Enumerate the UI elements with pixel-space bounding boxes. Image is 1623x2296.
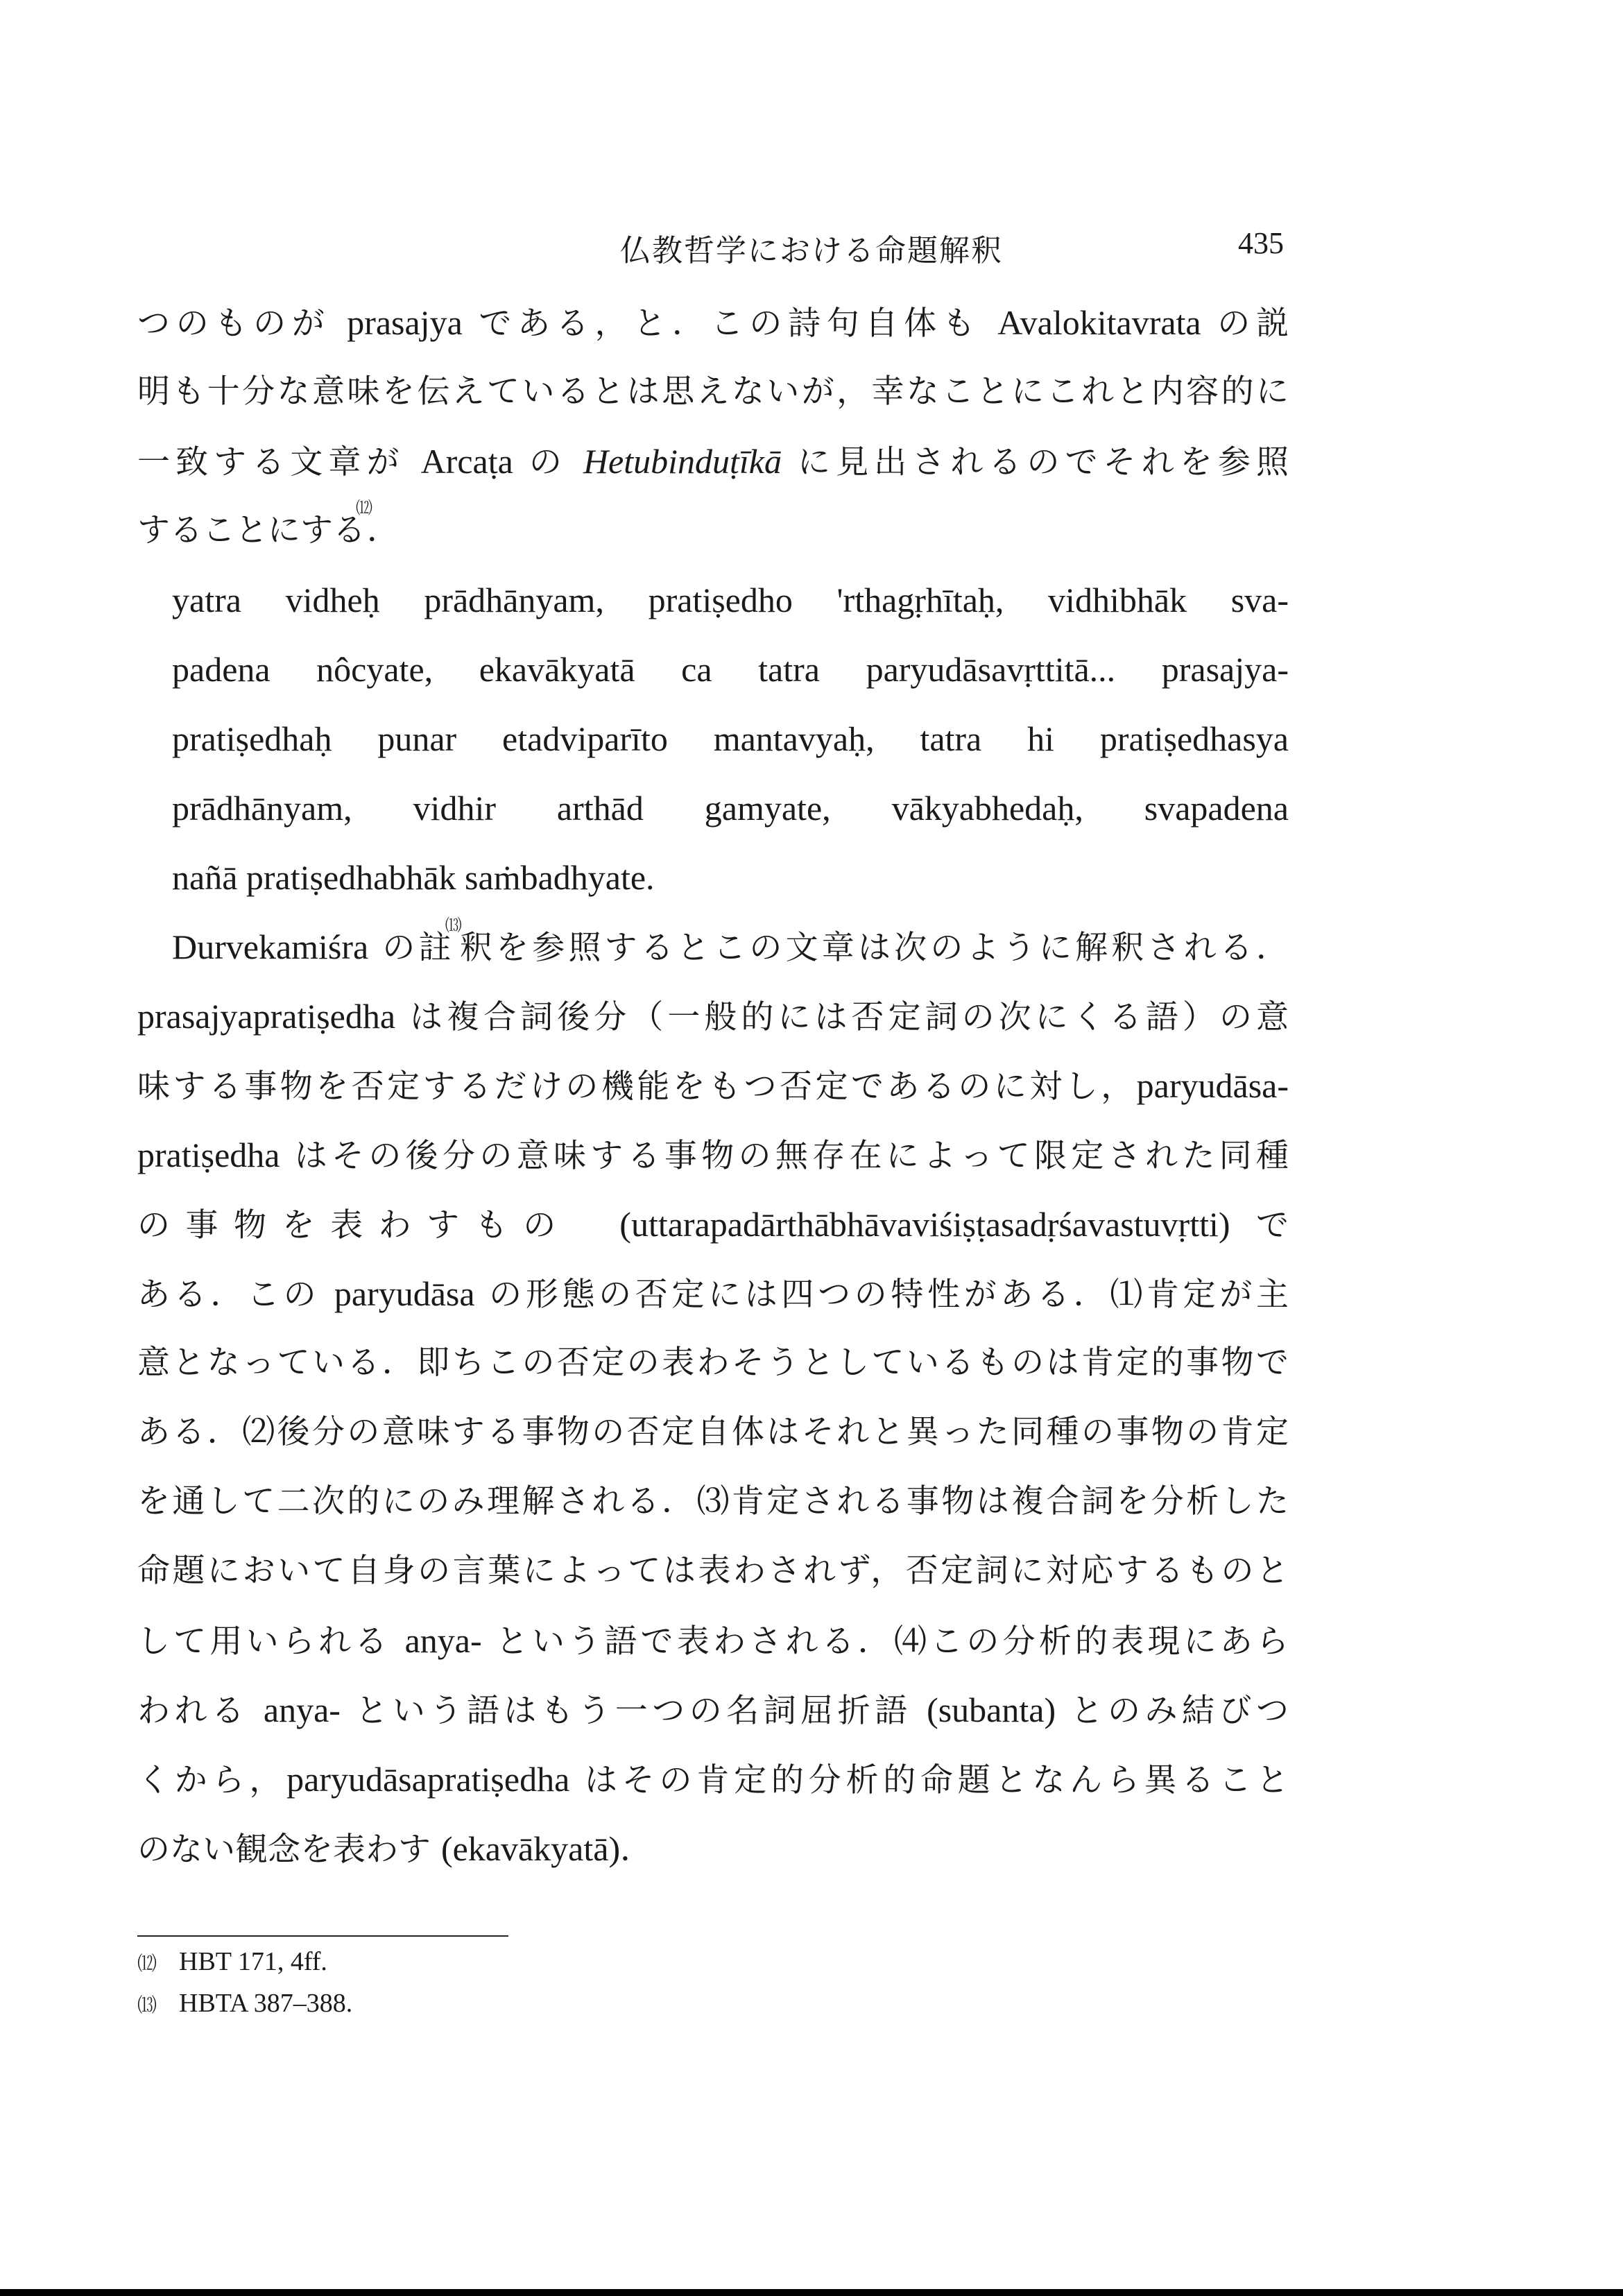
text-run: anya- — [263, 1690, 341, 1729]
text-run: を通して二次的にのみ理解される．⑶肯定される事物は複合詞を分析した — [137, 1482, 1289, 1520]
quote-line: prādhānyam, vidhir arthād gamyate, vākyabhedaḥ, svapadena — [172, 789, 1289, 828]
text-line — [137, 1814, 1289, 1883]
text-line — [137, 1328, 1289, 1398]
text-run: のない観念を表わす — [137, 1831, 441, 1869]
text-run: prasajya — [347, 303, 463, 342]
text-line — [137, 982, 1289, 1051]
text-line — [137, 1190, 1289, 1259]
text-run: (subanta) — [927, 1690, 1056, 1729]
text-line — [137, 427, 1289, 496]
text-line — [137, 496, 1289, 565]
text-run: 明も十分な意味を伝えているとは思えないが，幸なことにこれと内容的に — [137, 372, 1289, 411]
text-run: ある．この — [137, 1276, 334, 1314]
text-run: の — [513, 443, 583, 481]
text-run: 命題において自身の言葉によっては表わされず，否定詞に対応するものと — [137, 1552, 1289, 1590]
footnote-ref-13: ⒀ — [445, 917, 465, 935]
text-line — [137, 1398, 1289, 1467]
text-line — [137, 1675, 1289, 1745]
footnote-text: HBTA 387–388. — [179, 1989, 353, 2018]
footnote-mark: ⑿ — [137, 1953, 157, 1975]
text-run: に見出されるのでそれを参照 — [782, 443, 1289, 481]
text-run: pratiṣedha — [137, 1136, 280, 1174]
text-line — [137, 912, 1289, 982]
text-run: (ekavākyatā) — [440, 1829, 621, 1868]
text-run: で — [1230, 1206, 1289, 1244]
text-line — [137, 1120, 1289, 1190]
footnote-text: HBT 171, 4ff. — [179, 1947, 327, 1976]
text-run: paryudāsa- — [1136, 1066, 1289, 1105]
footnotes — [137, 1942, 352, 2025]
text-run: ． — [367, 511, 400, 549]
text-run: ある．⑵後分の意味する事物の否定自体はそれと異った同種の事物の肯定 — [137, 1413, 1289, 1451]
footnote-13 — [137, 1984, 352, 2025]
text-run: Arcaṭa — [420, 442, 513, 481]
text-line — [137, 1051, 1289, 1120]
text-run: の事物を表わすもの — [137, 1206, 620, 1244]
text-run: ． — [620, 1831, 653, 1869]
text-run: (uttarapadārthābhāvaviśiṣṭasadṛśavastuvṛtti) — [619, 1205, 1230, 1244]
text-run: の註 — [368, 929, 455, 967]
text-run: は複合詞後分（一般的には否定詞の次にくる語）の意 — [395, 998, 1289, 1036]
quote-line: yatra vidheḥ prādhānyam, pratiṣedho 'rthagṛhītaḥ, vidhibhāk sva- — [172, 581, 1289, 619]
quote-line: pratiṣedhaḥ punar etadviparīto mantavyaḥ, tatra hi pratiṣedhasya — [172, 719, 1289, 758]
text-run: とのみ結びつ — [1056, 1692, 1289, 1730]
text-run: Avalokitavrata — [997, 303, 1201, 342]
text-run: 意となっている．即ちこの否定の表わそうとしているものは肯定的事物で — [137, 1344, 1289, 1382]
body-text — [137, 288, 1289, 1883]
text-line — [137, 1536, 1289, 1606]
text-line — [137, 1467, 1289, 1536]
footnote-divider — [137, 1935, 508, 1937]
text-run: つのものが — [137, 305, 347, 343]
text-run: くから， — [137, 1761, 287, 1799]
text-run: して用いられる — [137, 1622, 405, 1661]
text-run: Hetubinduṭīkā — [583, 442, 782, 481]
text-run: である，と．この詩句自体も — [462, 305, 998, 343]
text-line — [137, 1259, 1289, 1328]
text-line — [137, 288, 1289, 357]
text-run: という語で表わされる．⑷この分析的表現にあら — [481, 1622, 1289, 1661]
text-line — [137, 1606, 1289, 1675]
text-run: 釈を参照するとこの文章は次のように解釈される． — [459, 929, 1289, 967]
text-run: することにする — [137, 511, 366, 549]
footnote-12 — [137, 1942, 352, 1984]
text-line — [137, 357, 1289, 427]
text-run: の説 — [1201, 305, 1289, 343]
text-run: paryudāsapratiṣedha — [286, 1760, 570, 1799]
footnote-mark: ⒀ — [137, 1995, 157, 2016]
text-run: 一致する文章が — [137, 443, 421, 481]
text-run: 味する事物を否定するだけの機能をもつ否定であるのに対し， — [137, 1068, 1137, 1106]
page-number: 435 — [1238, 226, 1284, 260]
text-run: paryudāsa — [334, 1274, 475, 1313]
footnote-ref-12: ⑿ — [356, 499, 372, 517]
text-line — [137, 1745, 1289, 1814]
running-title: 仏教哲学における命題解釈 — [620, 233, 1003, 268]
text-run: の形態の否定には四つの特性がある．⑴肯定が主 — [474, 1276, 1289, 1314]
quote-line: nañā pratiṣedhabhāk saṁbadhyate. — [172, 858, 655, 897]
text-run: われる — [137, 1692, 264, 1730]
text-run: anya- — [404, 1621, 482, 1660]
scan-edge-bar — [0, 2289, 1623, 2296]
text-run: はその肯定的分析的命題となんら異ること — [569, 1761, 1289, 1799]
text-run: Durvekamiśra — [172, 927, 369, 966]
text-run: はその後分の意味する事物の無存在によって限定された同種 — [280, 1137, 1289, 1175]
quote-line: padena nôcyate, ekavākyatā ca tatra paryudāsavṛttitā... prasajya- — [172, 650, 1289, 689]
text-run: という語はもう一つの名詞屈折語 — [340, 1692, 927, 1730]
text-run: prasajyapratiṣedha — [137, 997, 396, 1036]
